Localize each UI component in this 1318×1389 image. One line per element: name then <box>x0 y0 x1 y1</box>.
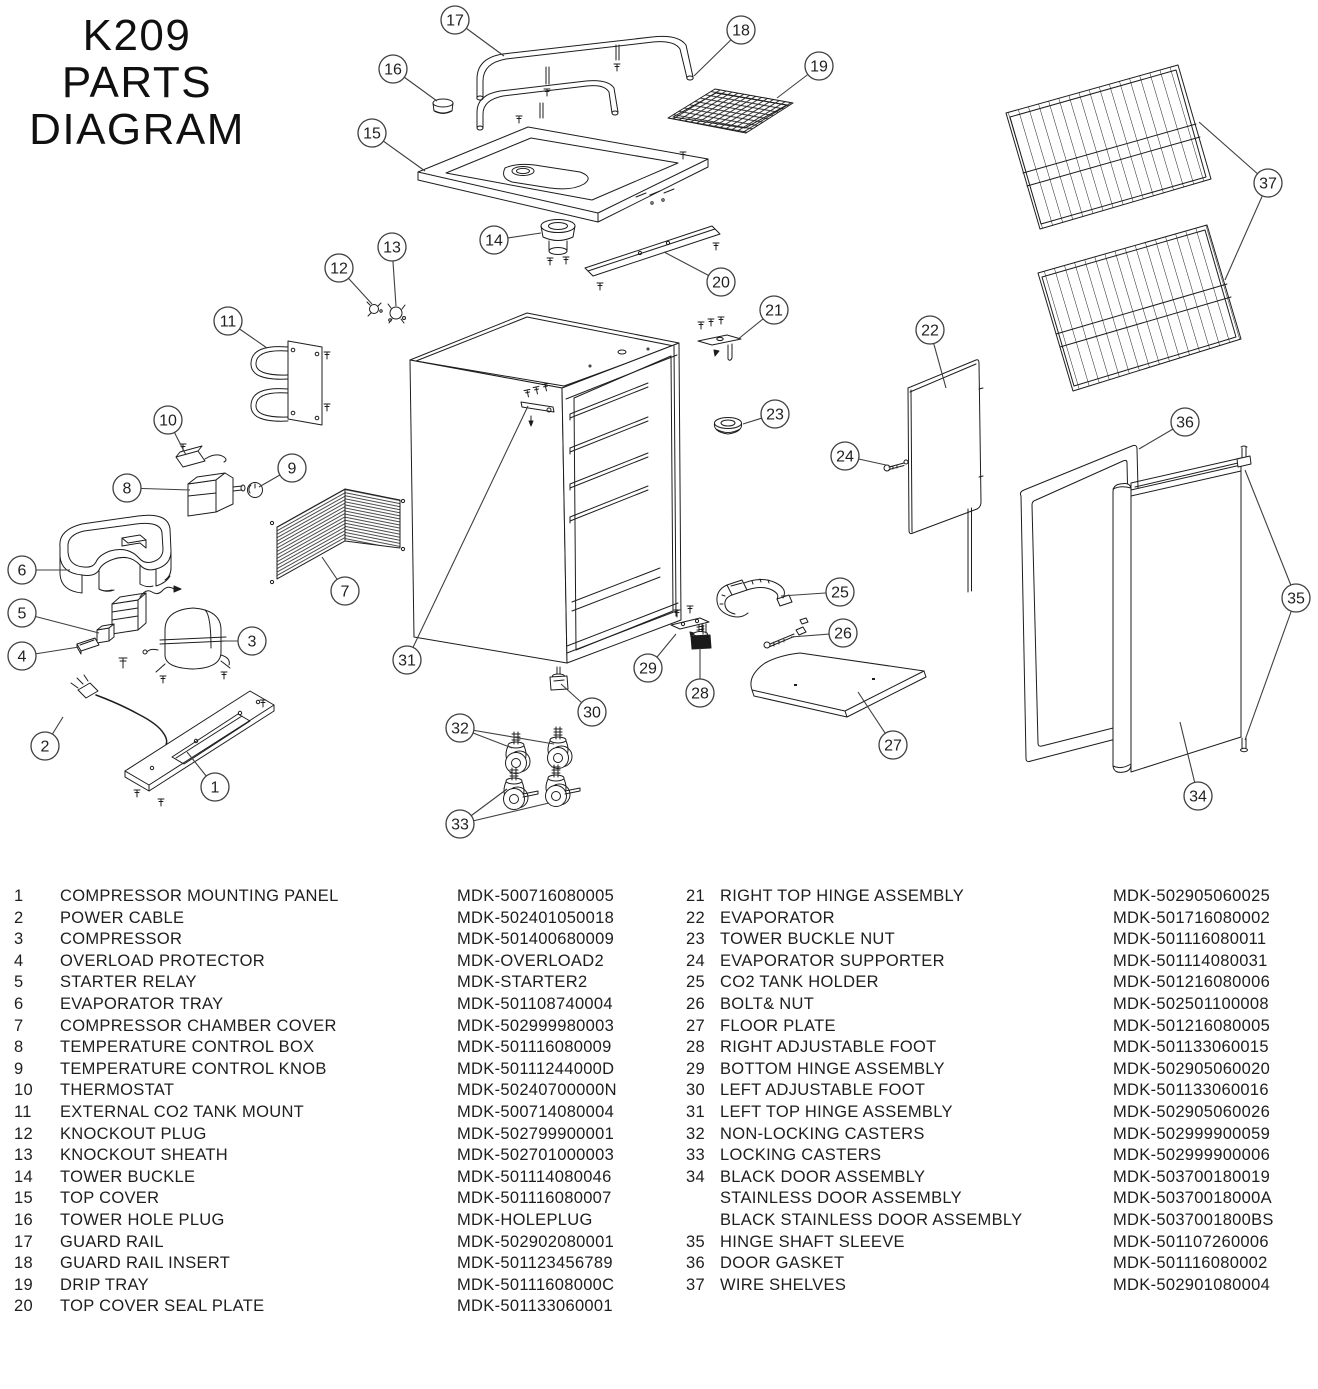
part-name-cell: TEMPERATURE CONTROL BOX <box>60 1038 315 1057</box>
callout-number: 32 <box>451 720 469 738</box>
part-name-cell: STAINLESS DOOR ASSEMBLY <box>720 1189 962 1208</box>
callout-number: 6 <box>17 562 27 580</box>
part-pn-cell: MDK-502999980003 <box>457 1016 615 1035</box>
part-num-cell: 17 <box>14 1232 33 1251</box>
callout-2 <box>31 717 63 760</box>
part-num-cell: 19 <box>14 1275 33 1294</box>
part-num-cell: 18 <box>14 1254 33 1273</box>
callout-16 <box>379 55 437 101</box>
co2-tank-mount-drawing <box>251 341 330 425</box>
callout-number: 28 <box>691 685 709 703</box>
part-num-cell: 31 <box>686 1102 705 1121</box>
part-name-cell: GUARD RAIL <box>60 1232 164 1251</box>
part-name-cell: LOCKING CASTERS <box>720 1146 882 1165</box>
temp-control-box-drawing <box>188 473 263 516</box>
part-num-cell: 30 <box>686 1081 705 1100</box>
top-cover-drawing <box>418 116 708 222</box>
part-num-cell: 23 <box>686 930 705 949</box>
callout-4 <box>8 642 79 670</box>
callout-33 <box>446 789 549 838</box>
part-num-cell: 6 <box>14 994 24 1013</box>
part-pn-cell: MDK-50240700000N <box>457 1081 617 1100</box>
callout-9 <box>259 454 306 487</box>
callout-12 <box>325 254 372 304</box>
part-name-cell: FLOOR PLATE <box>720 1016 836 1035</box>
part-num-cell: 8 <box>14 1038 24 1057</box>
callout-number: 16 <box>384 61 402 79</box>
part-name-cell: COMPRESSOR <box>60 930 183 949</box>
guard-rail-drawing <box>477 36 693 130</box>
callout-number: 5 <box>17 605 27 623</box>
callout-number: 27 <box>884 737 902 755</box>
evaporator-tray-drawing <box>60 515 171 593</box>
callout-30 <box>561 684 606 726</box>
part-num-cell: 33 <box>686 1146 705 1165</box>
part-num-cell: 25 <box>686 973 705 992</box>
part-name-cell: GUARD RAIL INSERT <box>60 1254 231 1273</box>
tower-hole-plug-drawing <box>433 99 453 114</box>
callout-26 <box>791 619 857 647</box>
part-name-cell: TOWER BUCKLE NUT <box>720 930 896 949</box>
callout-19 <box>777 52 833 98</box>
callout-number: 23 <box>766 406 784 424</box>
callout-number: 20 <box>712 274 730 292</box>
callout-32 <box>446 714 554 748</box>
part-name-cell: OVERLOAD PROTECTOR <box>60 951 265 970</box>
part-pn-cell: MDK-501400680009 <box>457 930 615 949</box>
part-num-cell: 21 <box>686 887 705 905</box>
callout-5 <box>8 599 99 633</box>
left-foot-drawing <box>550 667 568 690</box>
part-name-cell: TOP COVER <box>60 1189 160 1208</box>
part-pn-cell: MDK-502905060026 <box>1113 1102 1271 1121</box>
part-num-cell: 9 <box>14 1059 24 1078</box>
part-pn-cell: MDK-502905060025 <box>1113 887 1271 905</box>
part-pn-cell: MDK-50111244000D <box>457 1059 615 1078</box>
chamber-cover-drawing <box>270 489 404 584</box>
part-name-cell: KNOCKOUT SHEATH <box>60 1146 228 1165</box>
part-name-cell: EVAPORATOR TRAY <box>60 994 224 1013</box>
callout-27 <box>858 692 907 759</box>
callout-11 <box>214 307 267 348</box>
part-name-cell: TEMPERATURE CONTROL KNOB <box>60 1059 327 1078</box>
callout-14 <box>480 226 541 254</box>
part-pn-cell: MDK-501107260006 <box>1113 1232 1269 1251</box>
callout-number: 25 <box>831 584 849 602</box>
callout-number: 2 <box>40 738 50 756</box>
part-pn-cell: MDK-501133060016 <box>1113 1081 1269 1100</box>
callout-number: 33 <box>451 816 469 834</box>
part-pn-cell: MDK-50111608000C <box>457 1275 615 1294</box>
part-name-cell: DRIP TRAY <box>60 1275 149 1294</box>
seal-plate-drawing <box>585 226 720 290</box>
callout-number: 11 <box>219 313 237 331</box>
part-name-cell: STARTER RELAY <box>60 973 197 992</box>
part-name-cell: LEFT TOP HINGE ASSEMBLY <box>720 1102 953 1121</box>
callout-number: 31 <box>398 652 416 670</box>
part-name-cell: BLACK STAINLESS DOOR ASSEMBLY <box>720 1210 1023 1229</box>
callout-number: 3 <box>247 633 257 651</box>
part-num-cell: 3 <box>14 930 24 949</box>
part-num-cell: 14 <box>14 1167 33 1186</box>
part-name-cell: KNOCKOUT PLUG <box>60 1124 207 1143</box>
part-pn-cell: MDK-501133060015 <box>1113 1038 1269 1057</box>
drip-tray-drawing <box>668 89 793 133</box>
part-pn-cell: MDK-501114080046 <box>457 1167 612 1186</box>
part-pn-cell: MDK-STARTER2 <box>457 973 588 992</box>
callout-number: 15 <box>363 125 381 143</box>
callout-35 <box>1245 470 1310 740</box>
callout-21 <box>737 296 788 340</box>
evaporator-supporter-drawing <box>884 460 908 471</box>
part-pn-cell: MDK-502905060020 <box>1113 1059 1271 1078</box>
part-num-cell: 34 <box>686 1167 705 1186</box>
part-num-cell: 27 <box>686 1016 705 1035</box>
wire-shelves-drawing <box>1006 65 1241 391</box>
callout-1 <box>187 752 229 801</box>
part-pn-cell: MDK-OVERLOAD2 <box>457 951 604 970</box>
part-pn-cell: MDK-501123456789 <box>457 1254 613 1273</box>
part-name-cell: BLACK DOOR ASSEMBLY <box>720 1167 926 1186</box>
part-pn-cell: MDK-501133060001 <box>457 1297 613 1316</box>
part-num-cell: 2 <box>14 908 24 927</box>
callout-number: 17 <box>446 12 464 30</box>
part-name-cell: NON-LOCKING CASTERS <box>720 1124 925 1143</box>
part-name-cell: HINGE SHAFT SLEEVE <box>720 1232 905 1251</box>
part-pn-cell: MDK-501116080002 <box>1113 1254 1268 1273</box>
part-pn-cell: MDK-501716080002 <box>1113 908 1271 927</box>
callout-28 <box>686 648 714 707</box>
bolt-nut-drawing <box>764 618 808 648</box>
door-drawing <box>1113 446 1251 772</box>
callout-36 <box>1139 408 1199 449</box>
part-pn-cell: MDK-501108740004 <box>457 994 613 1013</box>
part-num-cell: 24 <box>686 951 705 970</box>
callout-29 <box>634 634 676 682</box>
part-name-cell: LEFT ADJUSTABLE FOOT <box>720 1081 926 1100</box>
part-pn-cell: MDK-500714080004 <box>457 1102 615 1121</box>
tower-buckle-drawing <box>541 220 575 266</box>
part-num-cell: 4 <box>14 951 24 970</box>
part-num-cell: 35 <box>686 1232 705 1251</box>
part-name-cell: WIRE SHELVES <box>720 1275 847 1294</box>
part-num-cell <box>686 1188 720 1210</box>
part-name-cell: THERMOSTAT <box>60 1081 175 1100</box>
knockout-parts-drawing <box>367 302 406 323</box>
cabinet-drawing <box>410 313 681 663</box>
callout-15 <box>358 119 425 171</box>
thermostat-drawing <box>176 444 226 467</box>
part-name-cell: TOP COVER SEAL PLATE <box>60 1297 265 1316</box>
part-name-cell: POWER CABLE <box>60 908 185 927</box>
part-pn-cell: MDK-502901080004 <box>1113 1275 1271 1294</box>
callout-number: 4 <box>17 648 27 666</box>
part-num-cell: 10 <box>14 1081 33 1100</box>
part-pn-cell: MDK-502799900001 <box>457 1124 615 1143</box>
callout-20 <box>664 252 735 296</box>
part-name-cell: EVAPORATOR <box>720 908 835 927</box>
callout-18 <box>694 16 755 76</box>
part-name-cell: RIGHT ADJUSTABLE FOOT <box>720 1038 937 1057</box>
part-pn-cell: MDK-501114080031 <box>1113 951 1268 970</box>
part-pn-cell: MDK-502701000003 <box>457 1146 615 1165</box>
callout-number: 26 <box>834 625 852 643</box>
callout-number: 30 <box>583 704 601 722</box>
part-name-cell: CO2 TANK HOLDER <box>720 973 879 992</box>
callout-number: 19 <box>810 58 828 76</box>
part-name-cell: BOTTOM HINGE ASSEMBLY <box>720 1059 945 1078</box>
part-num-cell: 26 <box>686 994 705 1013</box>
part-pn-cell: MDK-502902080001 <box>457 1232 615 1251</box>
callout-number: 29 <box>639 660 657 678</box>
part-pn-cell: MDK-50370018000A <box>1113 1189 1272 1208</box>
parts-list-right <box>686 886 1274 1296</box>
callout-number: 9 <box>287 460 297 478</box>
callout-number: 10 <box>159 412 177 430</box>
part-name-cell: EVAPORATOR SUPPORTER <box>720 951 945 970</box>
part-name-cell: DOOR GASKET <box>720 1254 845 1273</box>
callout-number: 22 <box>921 322 939 340</box>
part-num-cell: 32 <box>686 1124 705 1143</box>
part-num-cell: 36 <box>686 1254 705 1273</box>
casters-drawing <box>504 727 581 810</box>
part-pn-cell: MDK-502401050018 <box>457 908 615 927</box>
part-num-cell: 13 <box>14 1146 33 1165</box>
part-pn-cell: MDK-501116080011 <box>1113 930 1267 949</box>
part-name-cell: TOWER BUCKLE <box>60 1167 196 1186</box>
callout-number: 13 <box>383 239 401 257</box>
page-title-line2: DIAGRAM <box>29 105 245 154</box>
callout-number: 24 <box>836 448 854 466</box>
parts-list-left <box>14 886 617 1318</box>
part-num-cell: 11 <box>14 1102 32 1121</box>
part-pn-cell: MDK-502501100008 <box>1113 994 1269 1013</box>
part-num-cell: 37 <box>686 1275 705 1294</box>
part-name-cell: EXTERNAL CO2 TANK MOUNT <box>60 1102 305 1121</box>
part-num-cell: 12 <box>14 1124 33 1143</box>
callout-number: 14 <box>485 232 503 250</box>
callout-number: 1 <box>210 779 220 797</box>
floor-plate-drawing <box>751 653 926 717</box>
callout-number: 7 <box>340 583 350 601</box>
callout-23 <box>743 400 789 428</box>
callout-3 <box>222 627 266 655</box>
callout-10 <box>154 406 186 455</box>
part-name-cell: TOWER HOLE PLUG <box>60 1210 225 1229</box>
part-pn-cell: MDK-501216080006 <box>1113 973 1271 992</box>
part-name-cell: COMPRESSOR CHAMBER COVER <box>60 1016 337 1035</box>
part-pn-cell: MDK-502999900059 <box>1113 1124 1271 1143</box>
callout-number: 37 <box>1259 175 1277 193</box>
part-num-cell: 7 <box>14 1016 24 1035</box>
callout-number: 21 <box>765 302 783 320</box>
part-num-cell: 16 <box>14 1210 33 1229</box>
part-pn-cell: MDK-501116080009 <box>457 1038 612 1057</box>
callout-24 <box>831 442 886 470</box>
tower-buckle-nut-drawing <box>714 418 741 435</box>
callout-number: 34 <box>1189 788 1207 806</box>
part-name-cell: RIGHT TOP HINGE ASSEMBLY <box>720 887 965 905</box>
co2-tank-holder-drawing <box>717 579 792 617</box>
callout-number: 18 <box>732 22 750 40</box>
part-pn-cell: MDK-501116080007 <box>457 1189 612 1208</box>
mounting-panel-drawing <box>125 691 274 806</box>
part-num-cell: 20 <box>14 1297 33 1316</box>
part-num-cell: 5 <box>14 973 24 992</box>
part-num-cell <box>686 1210 720 1232</box>
callout-number: 8 <box>122 480 132 498</box>
part-pn-cell: MDK-500716080005 <box>457 887 615 905</box>
page-title-line1: K209 PARTS <box>61 11 213 107</box>
right-top-hinge-drawing <box>698 317 741 360</box>
part-name-cell: COMPRESSOR MOUNTING PANEL <box>60 887 339 905</box>
part-num-cell: 22 <box>686 908 705 927</box>
callout-13 <box>378 233 406 306</box>
callout-number: 35 <box>1287 590 1305 608</box>
callout-number: 36 <box>1176 414 1194 432</box>
compressor-drawing <box>143 608 230 683</box>
part-pn-cell: MDK-502999900006 <box>1113 1146 1271 1165</box>
part-pn-cell: MDK-5037001800BS <box>1113 1210 1274 1229</box>
part-num-cell: 1 <box>14 887 24 905</box>
callout-7 <box>322 557 359 605</box>
callout-8 <box>113 474 190 502</box>
part-num-cell: 28 <box>686 1038 705 1057</box>
evaporator-drawing <box>908 360 983 592</box>
part-pn-cell: MDK-HOLEPLUG <box>457 1210 593 1229</box>
callout-17 <box>441 6 504 56</box>
callout-number: 12 <box>330 260 348 278</box>
part-pn-cell: MDK-503700180019 <box>1113 1167 1271 1186</box>
part-name-cell: BOLT& NUT <box>720 994 815 1013</box>
part-pn-cell: MDK-501216080005 <box>1113 1016 1271 1035</box>
part-num-cell: 15 <box>14 1189 33 1208</box>
part-num-cell: 29 <box>686 1059 705 1078</box>
